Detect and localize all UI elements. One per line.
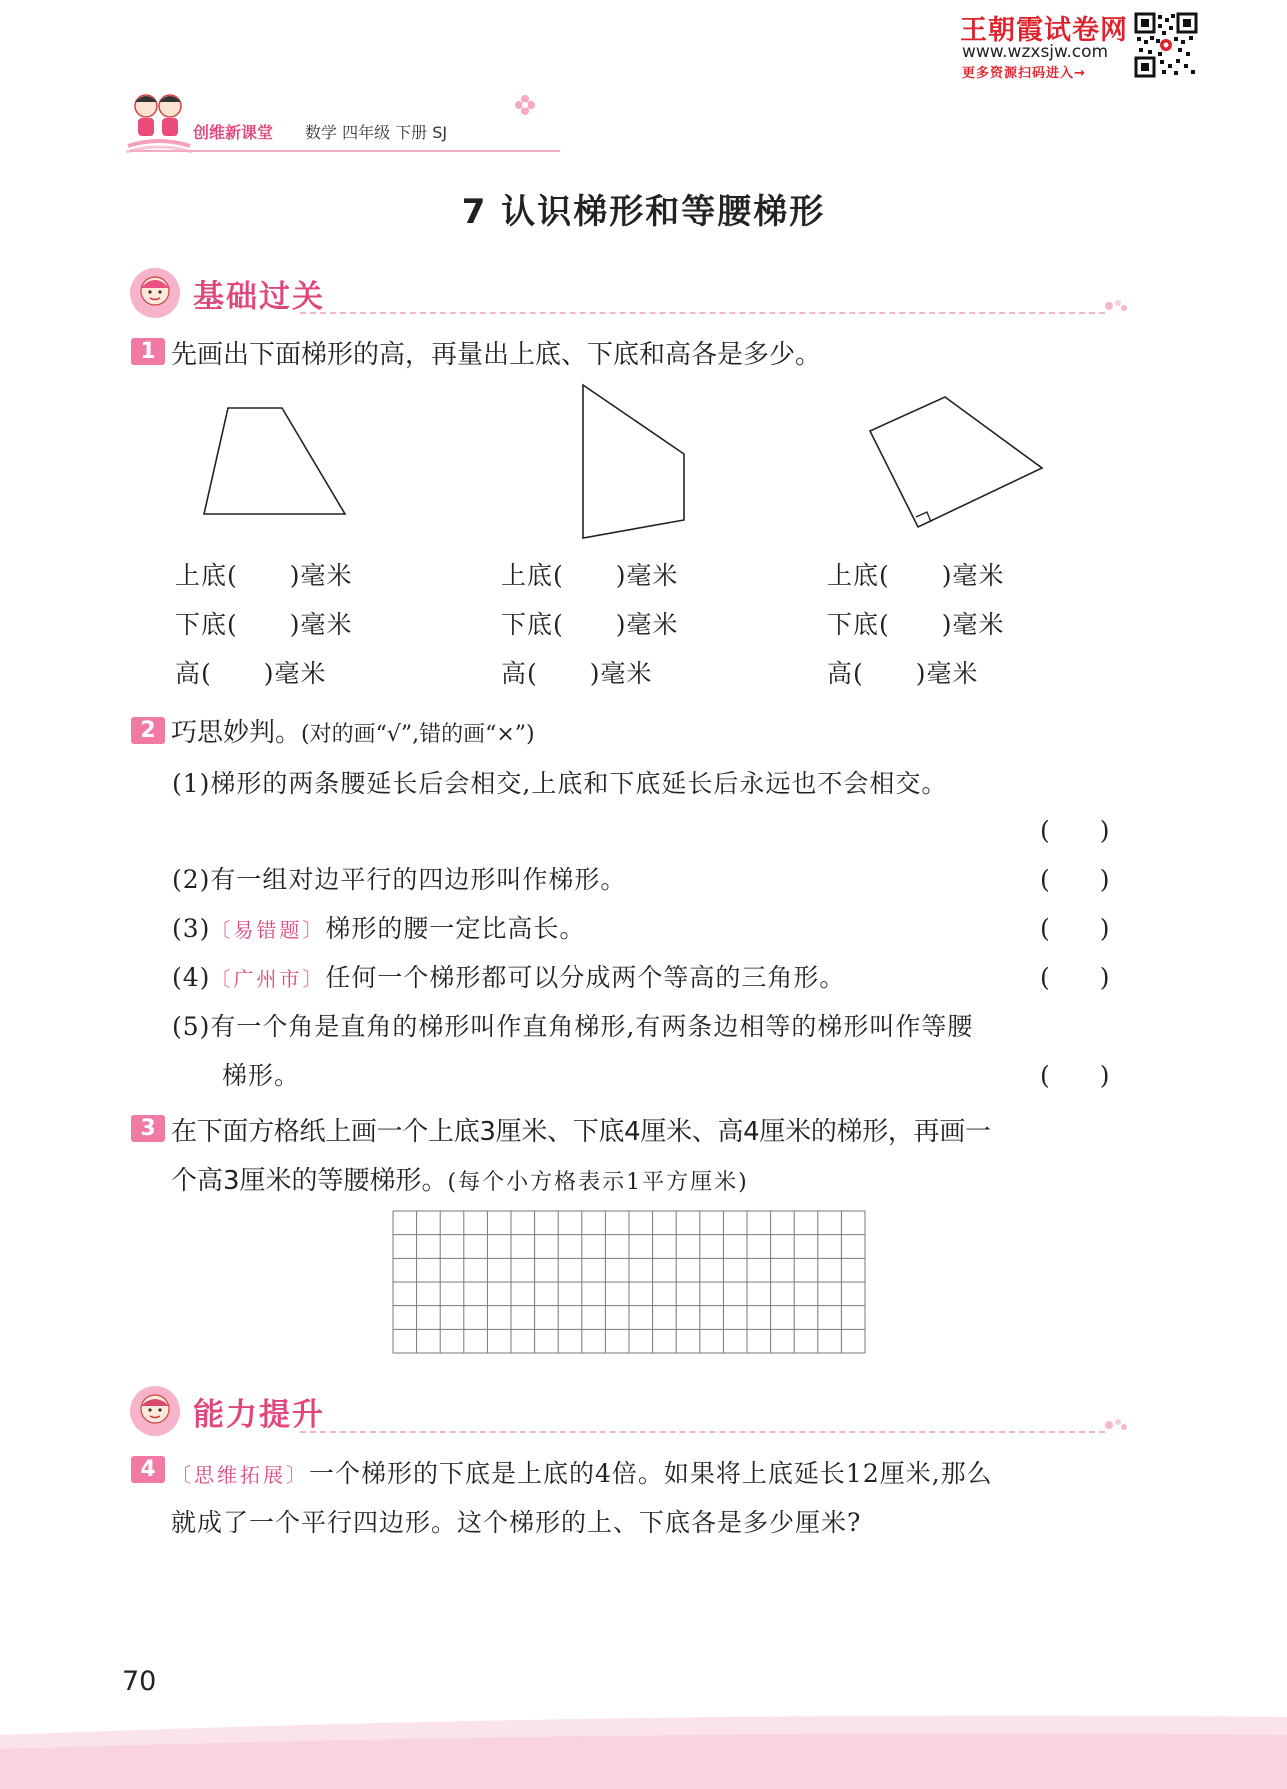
question-text: 先画出下面梯形的高，再量出上底、下底和高各是多少。 xyxy=(171,340,822,370)
dots-icon xyxy=(1104,1418,1128,1432)
item-text: 有一个角是直角的梯形叫作直角梯形,有两条边相等的梯形叫作等腰 xyxy=(210,1012,974,1041)
judge-item-5 xyxy=(172,1007,973,1043)
section-title-advanced: 能力提升 xyxy=(193,1397,325,1433)
answer-upper-1[interactable]: 上底( )毫米 xyxy=(175,561,353,590)
brand-title: 王朝霞试卷网 xyxy=(960,15,1128,46)
answer-upper-3[interactable]: 上底( )毫米 xyxy=(827,561,1005,590)
page-number: 70 xyxy=(122,1666,157,1697)
question-text: 一个梯形的下底是上底的4倍。如果将上底延长12厘米,那么 xyxy=(309,1459,993,1488)
question-text-line1 xyxy=(171,1454,993,1490)
lesson-title: 7 认识梯形和等腰梯形 xyxy=(461,192,826,232)
judge-item-3 xyxy=(172,909,585,945)
trapezoid-shape-2 xyxy=(583,385,684,538)
dots-icon xyxy=(1104,299,1128,313)
header-divider xyxy=(130,150,560,152)
trapezoid-shape-3 xyxy=(870,397,1042,527)
question-text-line2 xyxy=(171,1160,749,1197)
series-name: 创维新课堂 xyxy=(193,123,274,142)
answer-upper-2[interactable]: 上底( )毫米 xyxy=(501,561,679,590)
judge-item-4 xyxy=(172,958,845,994)
section-mascot-icon xyxy=(128,266,182,320)
kids-mascot-icon xyxy=(124,88,194,156)
section-title-basic: 基础过关 xyxy=(193,279,325,315)
section-divider xyxy=(300,1431,1105,1433)
question-text: 个高3厘米的等腰梯形。 xyxy=(171,1166,448,1196)
footer-decoration xyxy=(0,1705,1287,1789)
judge-item-1 xyxy=(172,764,947,800)
book-info: 数学 四年级 下册 SJ xyxy=(305,123,448,142)
question-text xyxy=(171,712,535,749)
answer-lower-1[interactable]: 下底( )毫米 xyxy=(175,610,353,639)
question-number: 4 xyxy=(131,1456,165,1483)
item-prefix: (1) xyxy=(172,769,211,798)
answer-lower-3[interactable]: 下底( )毫米 xyxy=(827,610,1005,639)
answer-paren-4[interactable]: ( ) xyxy=(1040,963,1110,992)
question-text-line1: 在下面方格纸上画一个上底3厘米、下底4厘米、高4厘米的梯形，再画一 xyxy=(171,1117,991,1147)
item-text: 梯形的两条腰延长后会相交,上底和下底延长后永远也不会相交。 xyxy=(210,769,948,798)
right-angle-mark xyxy=(916,512,931,522)
item-text: 任何一个梯形都可以分成两个等高的三角形。 xyxy=(325,963,846,992)
answer-height-1[interactable]: 高( )毫米 xyxy=(175,659,327,688)
qr-code-icon[interactable] xyxy=(1134,12,1198,78)
item-tag: 〔思维拓展〕 xyxy=(171,1463,309,1487)
item-prefix: (2) xyxy=(172,865,211,894)
item-prefix: (3) xyxy=(172,914,211,943)
judge-item-5-cont: 梯形。 xyxy=(222,1061,301,1090)
answer-paren-5[interactable]: ( ) xyxy=(1040,1061,1110,1090)
flower-icon xyxy=(514,94,536,116)
question-title: 巧思妙判。 xyxy=(171,718,302,748)
answer-paren-2[interactable]: ( ) xyxy=(1040,865,1110,894)
section-divider xyxy=(300,312,1105,314)
item-text: 有一组对边平行的四边形叫作梯形。 xyxy=(210,865,627,894)
item-tag: 〔广州市〕 xyxy=(210,967,326,991)
question-text-line2: 就成了一个平行四边形。这个梯形的上、下底各是多少厘米? xyxy=(171,1508,862,1537)
answer-height-2[interactable]: 高( )毫米 xyxy=(501,659,653,688)
question-hint: (对的画“√”,错的画“×”) xyxy=(301,722,535,747)
item-text: 梯形的腰一定比高长。 xyxy=(325,914,586,943)
item-prefix: (4) xyxy=(172,963,211,992)
brand-url[interactable]: www.wzxsjw.com xyxy=(962,42,1109,62)
question-hint: (每个小方格表示1平方厘米) xyxy=(447,1170,749,1195)
question-number: 3 xyxy=(131,1115,165,1142)
judge-item-2 xyxy=(172,860,626,896)
trapezoid-shape-1 xyxy=(204,408,345,514)
trapezoid-figures xyxy=(190,370,1170,545)
item-tag: 〔易错题〕 xyxy=(210,918,326,942)
answer-lower-2[interactable]: 下底( )毫米 xyxy=(501,610,679,639)
grid-paper[interactable] xyxy=(392,1210,866,1354)
section-mascot-icon xyxy=(128,1384,182,1438)
answer-paren-1[interactable]: ( ) xyxy=(1040,816,1110,845)
question-number: 1 xyxy=(131,338,165,365)
question-number: 2 xyxy=(131,717,165,744)
item-prefix: (5) xyxy=(172,1012,211,1041)
answer-paren-3[interactable]: ( ) xyxy=(1040,914,1110,943)
brand-scan-hint: 更多资源扫码进入→ xyxy=(962,66,1086,81)
answer-height-3[interactable]: 高( )毫米 xyxy=(827,659,979,688)
